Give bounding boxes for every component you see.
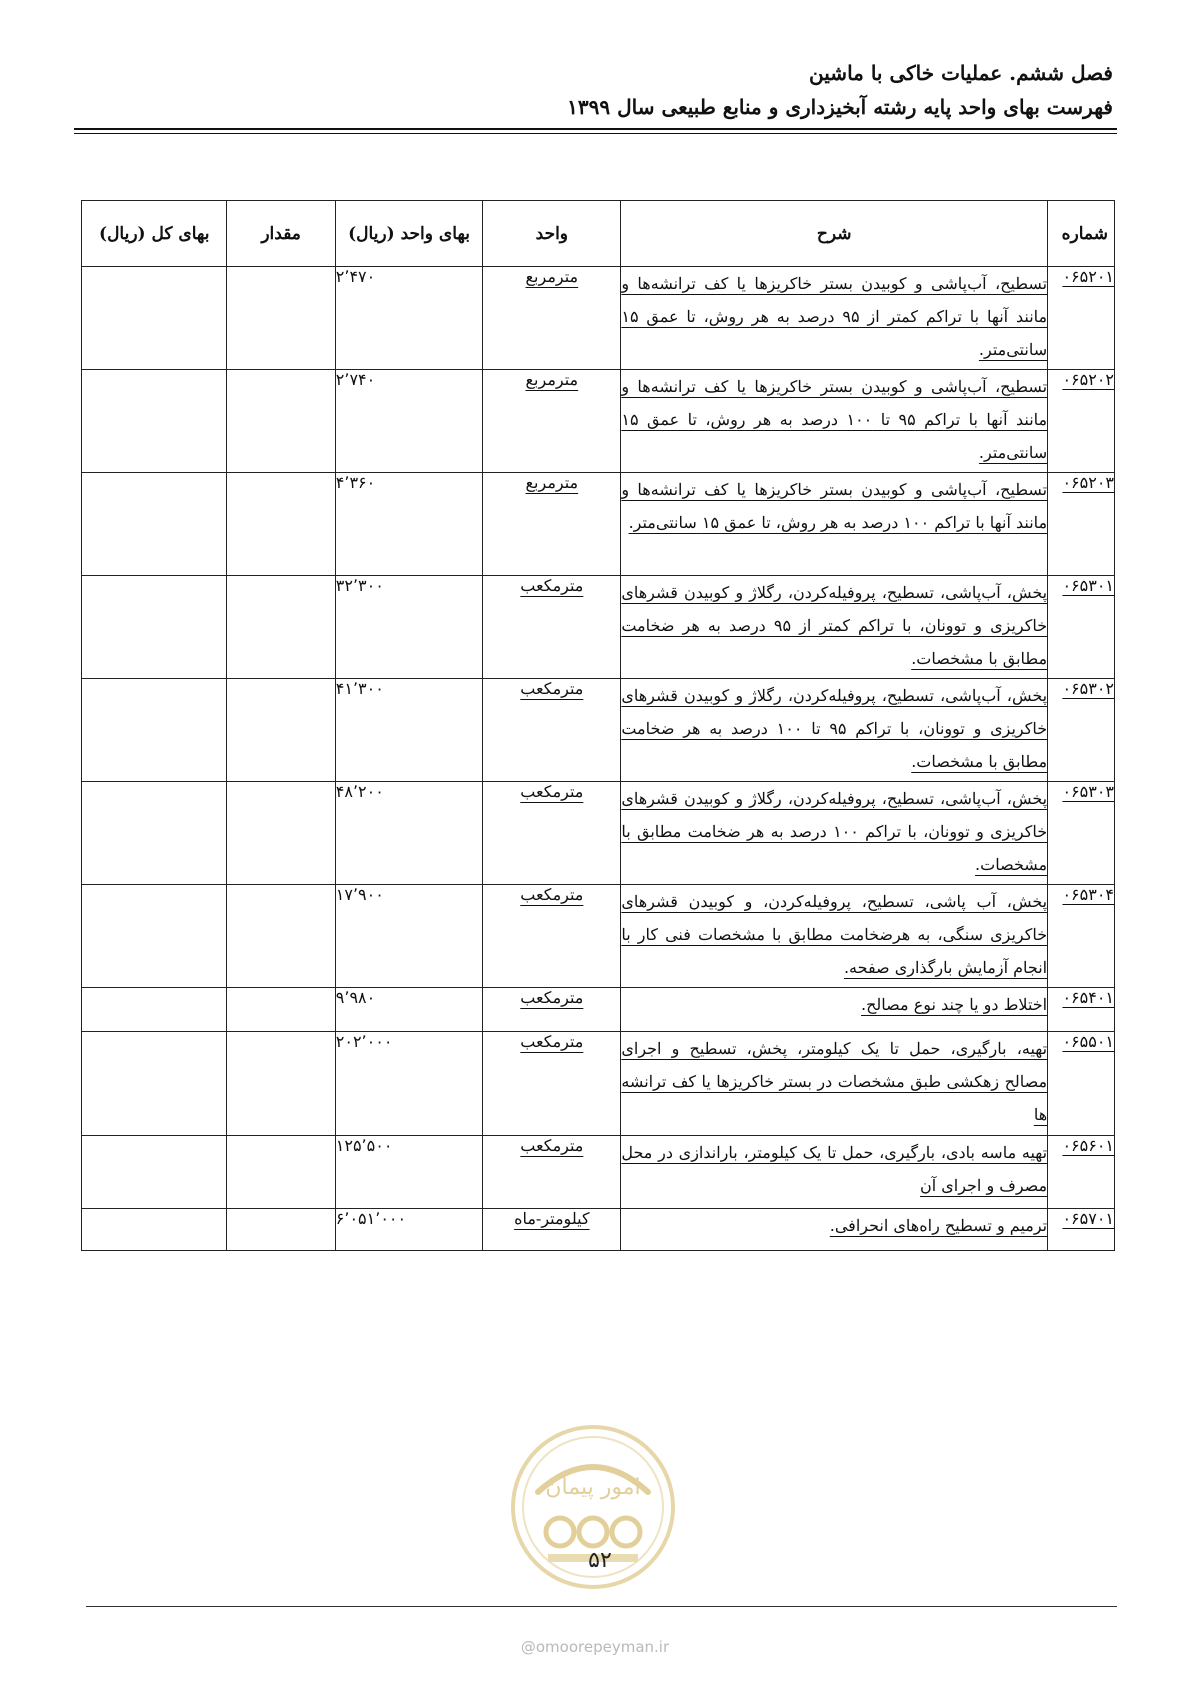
row-unit-price: ۲۰۲٬۰۰۰ (335, 1032, 483, 1136)
row-description: پخش، آب پاشی، تسطیح، پروفیله‌کردن، و کوبیدن قشرهای خاکریزی سنگی، به هرضخامت مطابق با مشخصات فنی کار با انجام آزمایش بارگذاری صفحه. (621, 885, 1048, 988)
row-quantity (227, 576, 335, 679)
row-total-price (82, 267, 227, 370)
page-header (78, 56, 1113, 124)
row-total-price (82, 1209, 227, 1251)
col-header-total-price: بهای کل (ریال) (82, 201, 227, 267)
page-number: ۵۲ (588, 1548, 612, 1573)
col-header-description: شرح (621, 201, 1048, 267)
row-quantity (227, 1032, 335, 1136)
row-description: ترمیم و تسطیح راه‌های انحرافی. (621, 1209, 1048, 1251)
table-row (82, 885, 1115, 988)
row-description: پخش، آب‌پاشی، تسطیح، پروفیله‌کردن، رگلاژ و کوبیدن قشرهای خاکریزی و توونان، با تراکم کمتر از ۹۵ درصد به هر ضخامت مطابق با مشخصات. (621, 576, 1048, 679)
row-unit: مترمکعب (483, 679, 621, 782)
row-code: ۰۶۵۳۰۱ (1048, 576, 1115, 679)
row-code: ۰۶۵۳۰۴ (1048, 885, 1115, 988)
row-total-price (82, 1136, 227, 1209)
row-total-price (82, 885, 227, 988)
row-unit-price: ۴۸٬۲۰۰ (335, 782, 483, 885)
row-code: ۰۶۵۶۰۱ (1048, 1136, 1115, 1209)
row-unit: کیلومتر-ماه (483, 1209, 621, 1251)
row-description: پخش، آب‌پاشی، تسطیح، پروفیله‌کردن، رگلاژ و کوبیدن قشرهای خاکریزی و توونان، با تراکم ۱۰۰ درصد به هر ضخامت مطابق با مشخصات. (621, 782, 1048, 885)
table-row (82, 576, 1115, 679)
table-row (82, 473, 1115, 576)
price-list-table (81, 200, 1115, 1251)
row-description: تسطیح، آب‌پاشی و کوبیدن بستر خاکریزها یا کف ترانشه‌ها و مانند آنها با تراکم ۱۰۰ درصد به هر روش، تا عمق ۱۵ سانتی‌متر. (621, 473, 1048, 576)
table-row (82, 679, 1115, 782)
website-watermark: @omoorepeyman.ir (520, 1638, 670, 1656)
row-unit-price: ۹٬۹۸۰ (335, 988, 483, 1032)
table-row (82, 1032, 1115, 1136)
row-description: پخش، آب‌پاشی، تسطیح، پروفیله‌کردن، رگلاژ و کوبیدن قشرهای خاکریزی و توونان، با تراکم ۹۵ تا ۱۰۰ درصد به هر ضخامت مطابق با مشخصات. (621, 679, 1048, 782)
row-code: ۰۶۵۲۰۲ (1048, 370, 1115, 473)
table-header-row (82, 201, 1115, 267)
row-unit-price: ۱۲۵٬۵۰۰ (335, 1136, 483, 1209)
row-unit: مترمربع (483, 267, 621, 370)
row-unit: مترمکعب (483, 988, 621, 1032)
row-unit: مترمکعب (483, 782, 621, 885)
row-description: تسطیح، آب‌پاشی و کوبیدن بستر خاکریزها یا کف ترانشه‌ها و مانند آنها با تراکم کمتر از ۹۵ درصد به هر روش، تا عمق ۱۵ سانتی‌متر. (621, 267, 1048, 370)
document-title: فهرست بهای واحد پایه رشته آبخیزداری و منابع طبیعی سال ۱۳۹۹ (567, 95, 1113, 119)
row-total-price (82, 782, 227, 885)
row-unit-price: ۲٬۴۷۰ (335, 267, 483, 370)
seal-text: امور پیمان (545, 1475, 641, 1500)
row-code: ۰۶۵۲۰۱ (1048, 267, 1115, 370)
col-header-unit-price: بهای واحد (ریال) (335, 201, 483, 267)
row-description: اختلاط دو یا چند نوع مصالح. (621, 988, 1048, 1032)
row-unit: مترمربع (483, 473, 621, 576)
row-quantity (227, 370, 335, 473)
row-code: ۰۶۵۳۰۳ (1048, 782, 1115, 885)
row-code: ۰۶۵۵۰۱ (1048, 1032, 1115, 1136)
row-unit: مترمکعب (483, 1032, 621, 1136)
row-quantity (227, 473, 335, 576)
row-code: ۰۶۵۴۰۱ (1048, 988, 1115, 1032)
row-code: ۰۶۵۳۰۲ (1048, 679, 1115, 782)
col-header-quantity: مقدار (227, 201, 335, 267)
table-row (82, 267, 1115, 370)
row-quantity (227, 885, 335, 988)
table-row (82, 988, 1115, 1032)
row-quantity (227, 782, 335, 885)
header-rule-thin (74, 133, 1117, 134)
row-total-price (82, 370, 227, 473)
row-code: ۰۶۵۷۰۱ (1048, 1209, 1115, 1251)
row-unit: مترمکعب (483, 885, 621, 988)
row-description: تسطیح، آب‌پاشی و کوبیدن بستر خاکریزها یا کف ترانشه‌ها و مانند آنها با تراکم ۹۵ تا ۱۰۰ درصد به هر روش، تا عمق ۱۵ سانتی‌متر. (621, 370, 1048, 473)
row-quantity (227, 679, 335, 782)
row-unit-price: ۶٬۰۵۱٬۰۰۰ (335, 1209, 483, 1251)
chapter-title: فصل ششم. عملیات خاکی با ماشین (809, 61, 1113, 85)
row-unit-price: ۲٬۷۴۰ (335, 370, 483, 473)
row-quantity (227, 1136, 335, 1209)
row-unit: مترمکعب (483, 1136, 621, 1209)
table-row (82, 370, 1115, 473)
row-unit: مترمربع (483, 370, 621, 473)
row-unit: مترمکعب (483, 576, 621, 679)
table-row (82, 1136, 1115, 1209)
table-row (82, 782, 1115, 885)
row-quantity (227, 267, 335, 370)
row-total-price (82, 679, 227, 782)
table-row (82, 1209, 1115, 1251)
row-total-price (82, 473, 227, 576)
row-quantity (227, 1209, 335, 1251)
row-total-price (82, 576, 227, 679)
row-total-price (82, 988, 227, 1032)
row-unit-price: ۳۲٬۳۰۰ (335, 576, 483, 679)
row-quantity (227, 988, 335, 1032)
row-code: ۰۶۵۲۰۳ (1048, 473, 1115, 576)
col-header-code: شماره (1048, 201, 1115, 267)
row-description: تهیه ماسه بادی، بارگیری، حمل تا یک کیلومتر، باراندازی در محل مصرف و اجرای آن (621, 1136, 1048, 1209)
row-description: تهیه، بارگیری، حمل تا یک کیلومتر، پخش، تسطیح و اجرای مصالح زهکشی طبق مشخصات در بستر خاکریزها یا کف ترانشه ها (621, 1032, 1048, 1136)
row-total-price (82, 1032, 227, 1136)
footer-rule (86, 1606, 1117, 1607)
col-header-unit: واحد (483, 201, 621, 267)
row-unit-price: ۴۱٬۳۰۰ (335, 679, 483, 782)
row-unit-price: ۴٬۳۶۰ (335, 473, 483, 576)
header-rule-thick (74, 128, 1117, 130)
row-unit-price: ۱۷٬۹۰۰ (335, 885, 483, 988)
